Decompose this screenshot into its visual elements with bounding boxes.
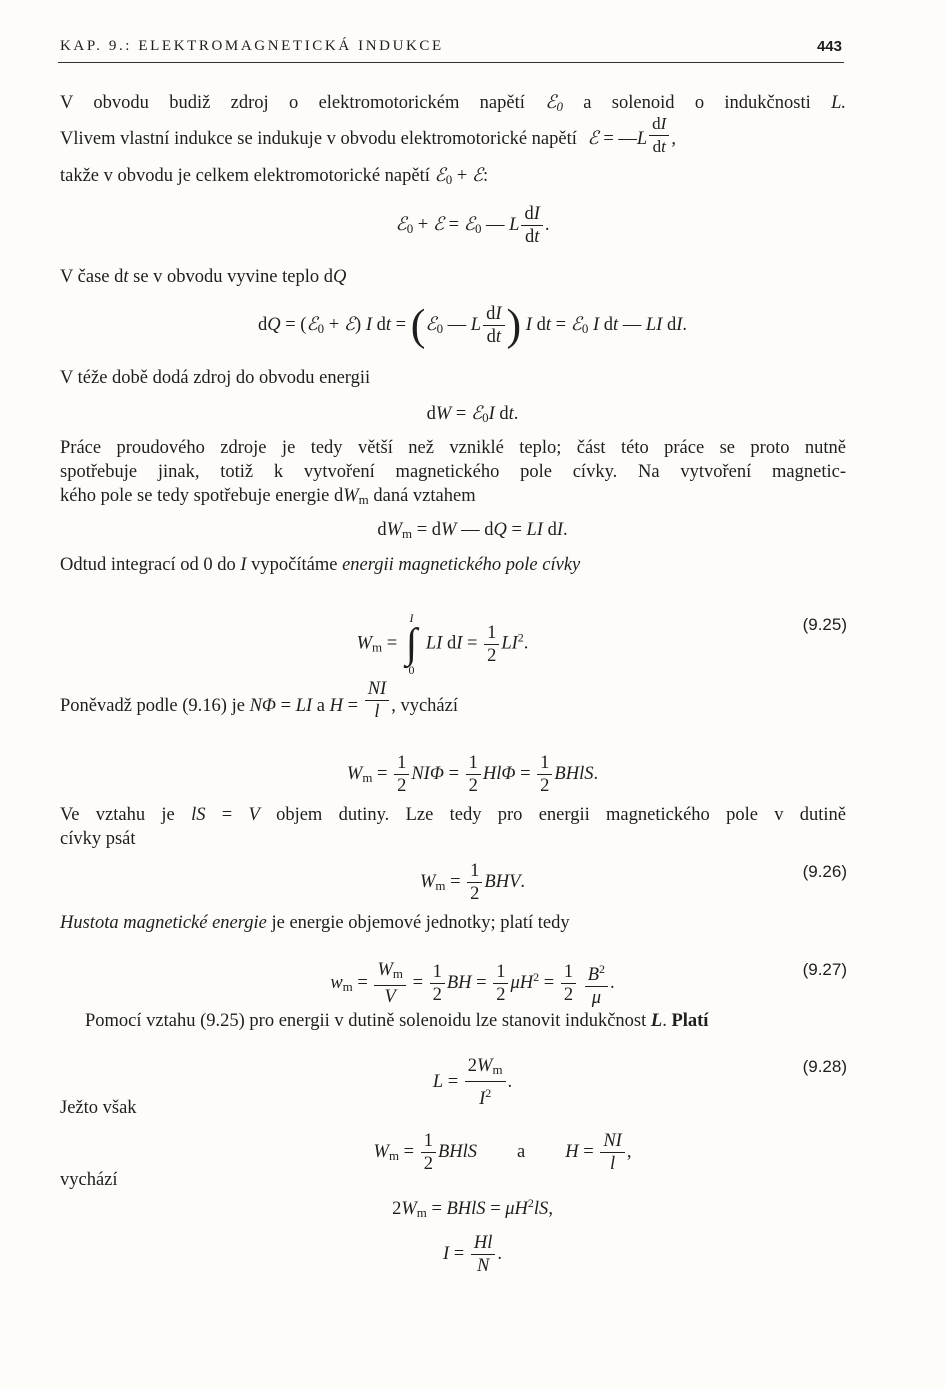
text-line: vychází [60,1170,118,1190]
text-line: Pomocí vztahu (9.25) pro energii v dutině solenoidu lze stanovit indukčnost L. Platí [85,1011,709,1031]
text-line: V téže době dodá zdroj do obvodu energii [60,368,371,388]
equation: $2W_m$ = BHlS = $\mu H^2lS$, [392,1196,553,1220]
text-line: kého pole se tedy spotřebuje energie $dW_m$ daná vztahem [60,486,476,507]
equation-9-27: $w_m$ = $\frac{W_m}{V}$ = $\frac{1}{2}$ BH = $\frac{1}{2}$ $\mu H^2$ = $\frac{1}{2}$ $\frac{B^2}{\mu}$ . [330,960,615,1008]
text-line: cívky psát [60,829,136,849]
text-line: Vlivem vlastní indukce se indukuje v obvodu elektromotorické napětí ℰ = —L $\frac{dI}{dt}$ , [60,114,676,156]
equation: $W_m$ = $\frac{1}{2}$ NIΦ = $\frac{1}{2}$ HlΦ = $\frac{1}{2}$ BHlS. [346,753,599,796]
text-line: takže v obvodu je celkem elektromotorické napětí ℰ$_0$ + ℰ: [60,166,489,187]
page-number: 443 [816,38,842,55]
equation-number: (9.28) [802,1057,847,1076]
header-rule [58,62,844,63]
equation: dW = ℰ$_0$I dt. [426,404,519,425]
equation: $W_m$ = $\frac{1}{2}$ BHlS a H = $\frac{NI}{l}$ , [373,1131,632,1174]
equation-9-28: L = $\frac{2W_m}{I^2}$ . [432,1056,513,1109]
equation-9-25: $W_m$ = I ∫ 0 LI dI = $\frac{1}{2}$ $LI^2$. [356,611,529,677]
running-title: KAP. 9.: ELEKTROMAGNETICKÁ INDUKCE [60,38,444,54]
text-line: Ježto však [60,1098,137,1118]
equation: ℰ$_0$ + ℰ = ℰ$_0$ — L $\frac{dI}{dt}$ . [395,204,550,247]
equation-number: (9.27) [802,960,847,979]
text-line: Odtud integrací od 0 do I vypočítáme energii magnetického pole cívky [60,555,581,575]
text-line: Hustota magnetické energie je energie objemové jednotky; platí tedy [60,913,570,933]
equation-number: (9.26) [802,862,847,881]
text-line: spotřebuje jinak, totiž k vytvoření magnetického pole cívky. Na vytvoření magnetic- [60,462,846,482]
equation: dQ = (ℰ$_0$ + ℰ) I dt = (ℰ$_0$ — L $\frac{dI}{dt}$ ) I dt = ℰ$_0$ I dt — LI dI. [257,300,688,350]
text-line: V čase dt se v obvodu vyvine teplo dQ [60,267,347,287]
equation: I = $\frac{Hl}{N}$ . [443,1233,502,1276]
equation-number: (9.25) [802,615,847,634]
equation: $dW_m$ = dW — dQ = LI dI. [377,520,568,541]
text-line: Práce proudového zdroje je tedy větší než vzniklé teplo; část této práce se proto nutně [60,438,846,458]
text-line: V obvodu budiž zdroj o elektromotorickém napětí ℰ$_0$ a solenoid o indukčnosti L. [60,93,847,114]
text-line: Ve vztahu je lS = V objem dutiny. Lze tedy pro energii magnetického pole v dutině [60,805,846,825]
equation-9-26: $W_m$ = $\frac{1}{2}$ BHV. [419,861,526,904]
text-line: Poněvadž podle (9.16) je NΦ = LI a H = $\frac{NI}{l}$ , vychází [60,679,458,722]
